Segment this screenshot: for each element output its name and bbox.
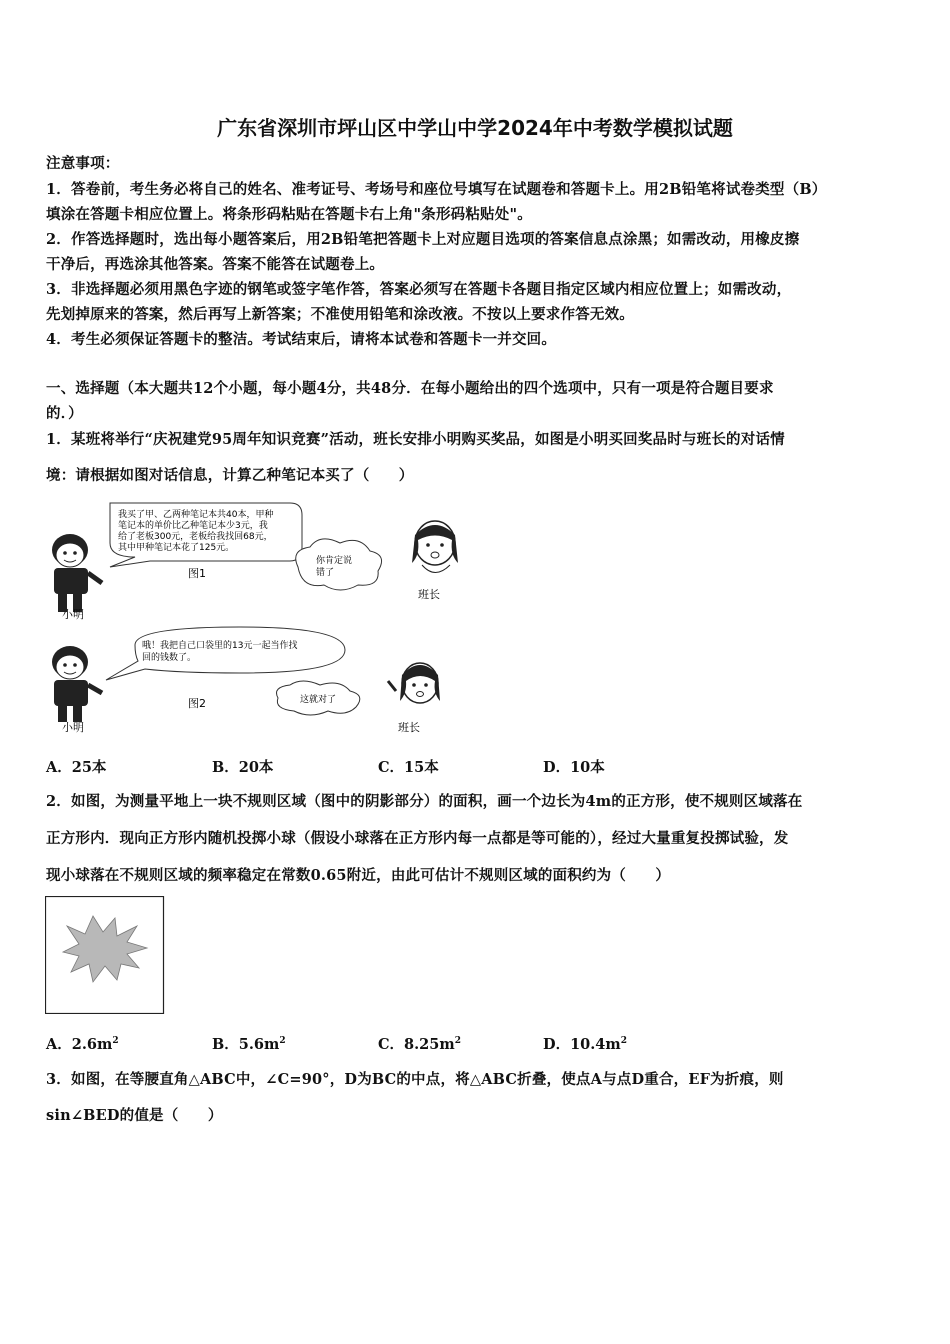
question-2-text: 2．如图，为测量平地上一块不规则区域（图中的阴影部分）的面积，画一个边长为4m的正方形，使不规则区域落在 (46, 793, 803, 810)
square-region-figure (45, 896, 165, 1014)
page-title: 广东省深圳市坪山区中学山中学2024年中考数学模拟试题 (217, 116, 733, 140)
notice-line: 1．答卷前，考生务必将自己的姓名、准考证号、考场号和座位号填写在试题卷和答题卡上。用2B铅笔将试卷类型（B） (46, 181, 827, 198)
q1-option-a: A．25本 (46, 759, 107, 776)
section-header-cont: 的．） (46, 405, 83, 422)
bubble-2-line: 错了 (316, 568, 335, 578)
question-3-text-cont: sin∠BED的值是（ ） (46, 1107, 223, 1124)
bubble-1-line: 其中甲种笔记本花了125元。 (118, 543, 235, 553)
notice-heading: 注意事项： (46, 155, 120, 172)
question-2-text-cont: 正方形内．现向正方形内随机投掷小球（假设小球落在正方形内每一点都是等可能的），经过大量重复投掷试验，发 (46, 830, 789, 847)
notice-line: 2．作答选择题时，选出每小题答案后，用2B铅笔把答题卡上对应题目选项的答案信息点涂黑；如需改动，用橡皮擦 (46, 231, 800, 248)
bubble-3-line: 回的钱数了。 (142, 653, 197, 663)
dialogue-figure (40, 495, 480, 740)
bubble-4: 这就对了 (300, 695, 337, 705)
banzhang-label-2: 班长 (398, 721, 420, 734)
bubble-1-line: 我买了甲、乙两种笔记本共40本，甲种 (118, 510, 274, 520)
q2-option-a: A．$2.6m^2$ (46, 1036, 119, 1053)
banzhang-figure-1 (412, 521, 458, 573)
banzhang-label-1: 班长 (418, 588, 440, 601)
section-header: 一、选择题（本大题共12个小题，每小题4分，共48分．在每小题给出的四个选项中，只有一项是符合题目要求 (46, 380, 774, 397)
question-1-text: 1．某班将举行“庆祝建党95周年知识竞赛”活动，班长安排小明购买奖品，如图是小明买回奖品时与班长的对话情 (46, 431, 785, 448)
banzhang-figure-2 (388, 663, 440, 703)
bubble-1-line: 笔记本的单价比乙种笔记本少3元，我 (118, 521, 268, 531)
q2-option-b: B．$5.6m^2$ (212, 1036, 286, 1053)
q2-option-d: D．$10.4m^2$ (543, 1036, 627, 1053)
q1-option-d: D．10本 (543, 759, 605, 776)
q1-option-b: B．20本 (212, 759, 274, 776)
notice-line: 干净后，再选涂其他答案。答案不能答在试题卷上。 (46, 256, 385, 273)
notice-line: 先划掉原来的答案，然后再写上新答案；不准使用铅笔和涂改液。不按以上要求作答无效。 (46, 306, 634, 323)
bubble-3-line: 哦！我把自己口袋里的13元一起当作找 (142, 641, 298, 651)
notice-line: 4．考生必须保证答题卡的整洁。考试结束后，请将本试卷和答题卡一并交回。 (46, 331, 557, 348)
question-3-text: 3．如图，在等腰直角△ABC中，∠C=90°，D为BC的中点，将△ABC折叠，使点A与点D重合，EF为折痕，则 (46, 1071, 784, 1088)
q2-option-c: C．$8.25m^2$ (378, 1036, 461, 1053)
xiaoming-label-2: 小明 (62, 721, 84, 734)
notice-line: 3．非选择题必须用黑色字迹的钢笔或签字笔作答，答案必须写在答题卡各题目指定区域内相应位置上；如需改动， (46, 281, 792, 298)
bubble-2-line: 你肯定说 (316, 556, 353, 566)
q1-option-c: C．15本 (378, 759, 439, 776)
xiaoming-figure-1 (52, 534, 102, 612)
xiaoming-label-1: 小明 (62, 608, 84, 621)
figure-2-caption: 图2 (188, 697, 206, 710)
question-2-text-cont: 现小球落在不规则区域的频率稳定在常数0.65附近，由此可估计不规则区域的面积约为（ ） (46, 867, 671, 884)
bubble-1-line: 给了老板300元，老板给我找回68元， (118, 532, 273, 542)
figure-1-caption: 图1 (188, 567, 206, 580)
notice-line: 填涂在答题卡相应位置上。将条形码粘贴在答题卡右上角"条形码粘贴处"。 (46, 206, 532, 223)
question-1-text-cont: 境：请根据如图对话信息，计算乙种笔记本买了（ ） (46, 467, 414, 484)
xiaoming-figure-2 (52, 646, 102, 722)
